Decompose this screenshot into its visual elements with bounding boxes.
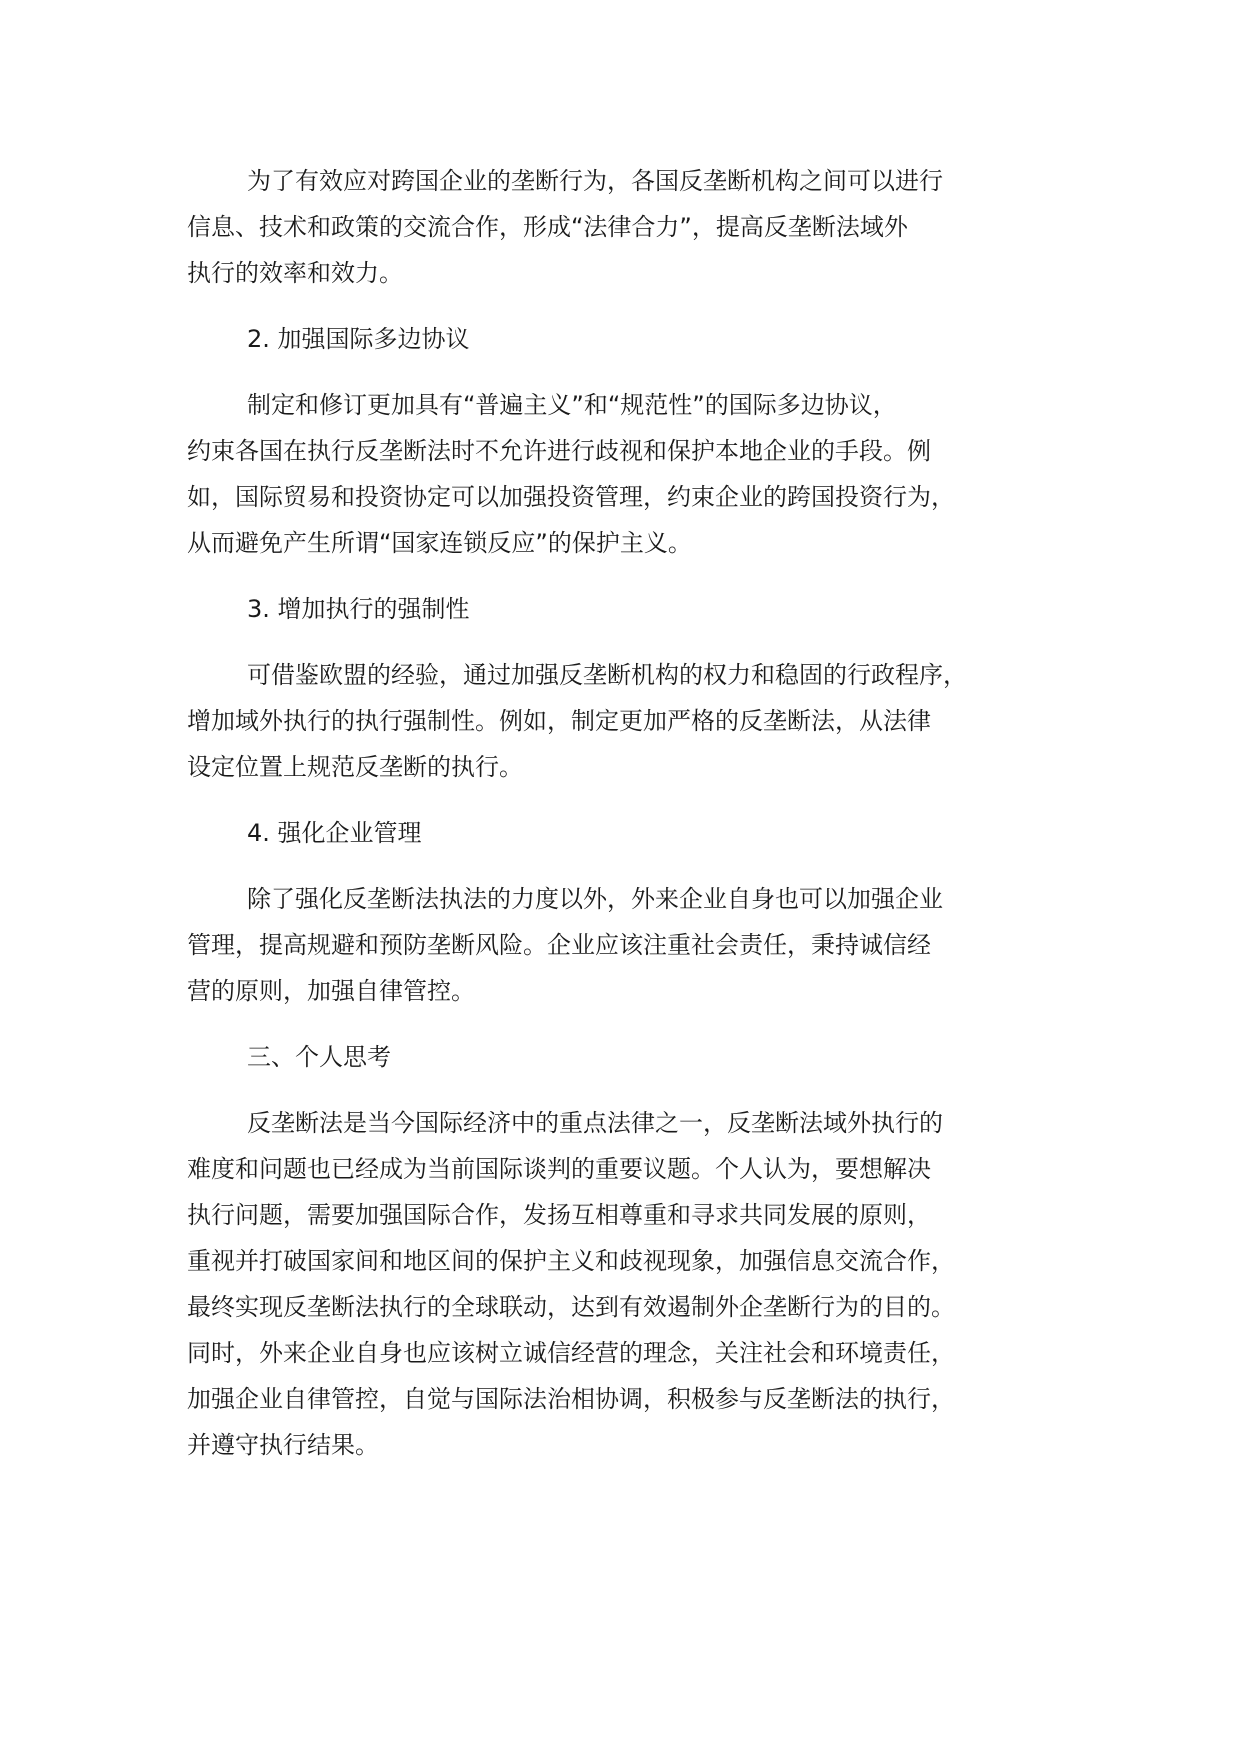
paragraph-multilateral xyxy=(187,382,1087,566)
part-heading-reflection: 三、个人思考 xyxy=(247,1043,391,1071)
paragraph-enforcement xyxy=(187,652,1087,790)
section-heading-2: 2. 加强国际多边协议 xyxy=(247,325,470,353)
text-line: 并遵守执行结果。 xyxy=(187,1431,379,1459)
text-line: 重视并打破国家间和地区间的保护主义和歧视现象，加强信息交流合作， xyxy=(187,1247,955,1275)
text-line: 营的原则，加强自律管控。 xyxy=(187,977,475,1005)
text-line: 执行问题，需要加强国际合作，发扬互相尊重和寻求共同发展的原则， xyxy=(187,1201,931,1229)
text-line: 为了有效应对跨国企业的垄断行为，各国反垄断机构之间可以进行 xyxy=(247,167,943,195)
text-line: 执行的效率和效力。 xyxy=(187,259,403,287)
text-line: 最终实现反垄断法执行的全球联动，达到有效遏制外企垄断行为的目的。 xyxy=(187,1293,955,1321)
text-line: 可借鉴欧盟的经验，通过加强反垄断机构的权力和稳固的行政程序， xyxy=(247,661,967,689)
text-line: 加强企业自律管控，自觉与国际法治相协调，积极参与反垄断法的执行， xyxy=(187,1385,955,1413)
paragraph-cooperation xyxy=(187,158,1087,296)
text-line: 信息、技术和政策的交流合作，形成“法律合力”，提高反垄断法域外 xyxy=(187,213,908,241)
section-heading-4: 4. 强化企业管理 xyxy=(247,819,422,847)
text-line: 管理，提高规避和预防垄断风险。企业应该注重社会责任，秉持诚信经 xyxy=(187,931,931,959)
text-line: 反垄断法是当今国际经济中的重点法律之一，反垄断法域外执行的 xyxy=(247,1109,943,1137)
text-line: 除了强化反垄断法执法的力度以外，外来企业自身也可以加强企业 xyxy=(247,885,943,913)
text-line: 同时，外来企业自身也应该树立诚信经营的理念，关注社会和环境责任， xyxy=(187,1339,955,1367)
section-heading-3: 3. 增加执行的强制性 xyxy=(247,595,470,623)
text-line: 难度和问题也已经成为当前国际谈判的重要议题。个人认为，要想解决 xyxy=(187,1155,931,1183)
text-line: 如，国际贸易和投资协定可以加强投资管理，约束企业的跨国投资行为， xyxy=(187,483,955,511)
text-line: 制定和修订更加具有“普遍主义”和“规范性”的国际多边协议， xyxy=(247,391,897,419)
document-body xyxy=(187,158,1087,1488)
text-line: 增加域外执行的执行强制性。例如，制定更加严格的反垄断法，从法律 xyxy=(187,707,931,735)
paragraph-management xyxy=(187,876,1087,1014)
text-line: 设定位置上规范反垄断的执行。 xyxy=(187,753,523,781)
paragraph-reflection xyxy=(187,1100,1087,1468)
text-line: 从而避免产生所谓“国家连锁反应”的保护主义。 xyxy=(187,529,692,557)
text-line: 约束各国在执行反垄断法时不允许进行歧视和保护本地企业的手段。例 xyxy=(187,437,931,465)
